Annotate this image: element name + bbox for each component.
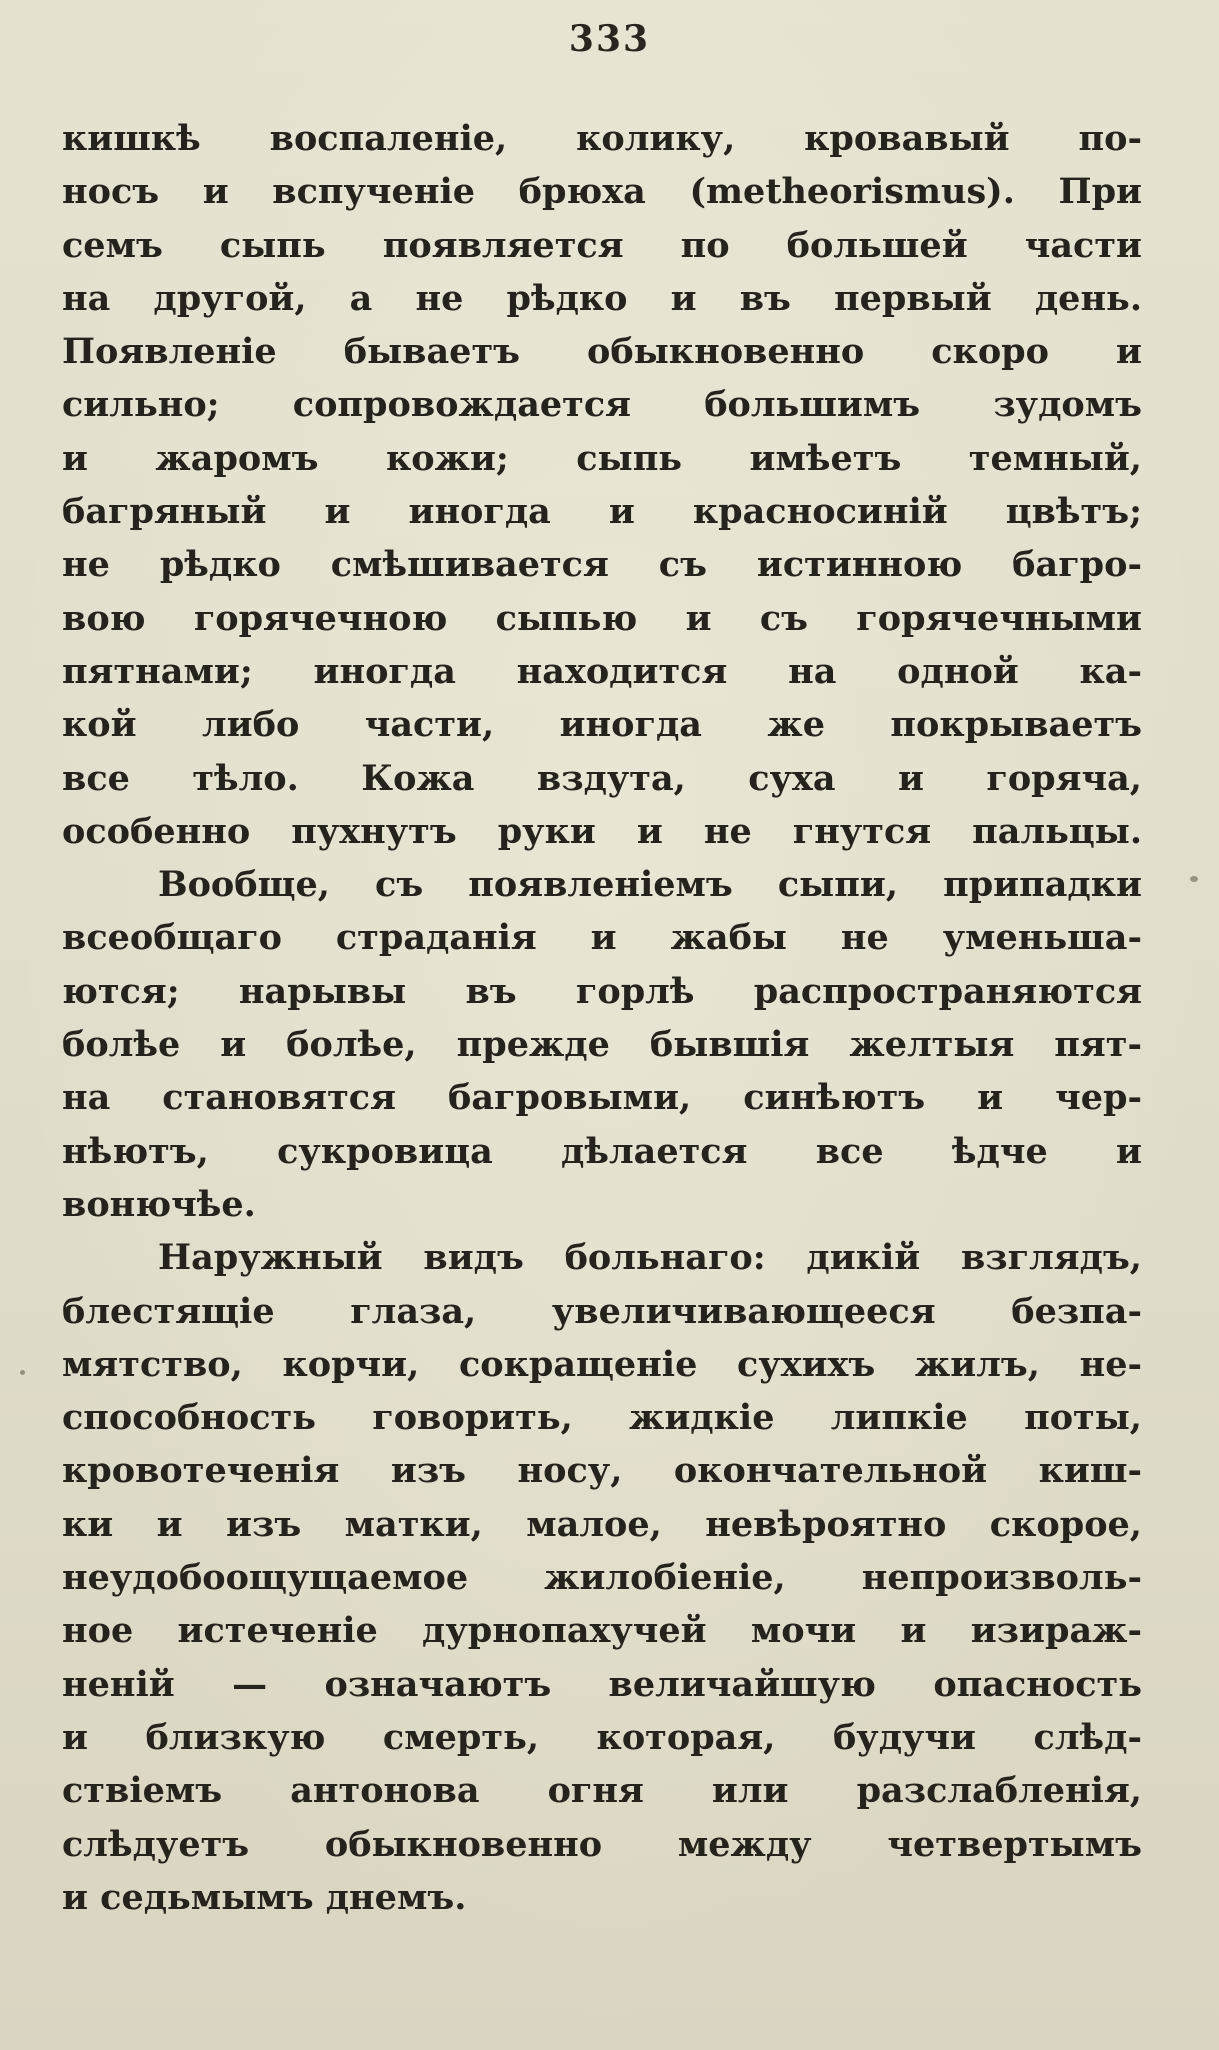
text-line: кой либо части, иногда же покрываетъ (62, 704, 1142, 746)
text-line: Появленіе бываетъ обыкновенно скоро и (62, 331, 1142, 373)
text-line: Вообще, съ появленіемъ сыпи, припадки (158, 864, 1142, 906)
text-line: особенно пухнутъ руки и не гнутся пальцы. (62, 810, 1142, 852)
text-line: не рѣдко смѣшивается съ истинною багро- (62, 544, 1142, 586)
text-line: кровотеченія изъ носу, окончательной киш- (62, 1450, 1142, 1492)
text-line: нѣютъ, сукровица дѣлается все ѣдче и (62, 1130, 1142, 1172)
text-line: сильно; сопровождается большимъ зудомъ (62, 384, 1142, 426)
body-text (62, 112, 1142, 1924)
text-line: кишкѣ воспаленіе, колику, кровавый по- (62, 118, 1142, 159)
text-line: ки и изъ матки, малое, невѣроятно скорое, (62, 1503, 1142, 1545)
paragraph (62, 1231, 1142, 1924)
text-line: неній — означаютъ величайшую опасность (62, 1663, 1142, 1705)
text-line: носъ и вспученіе брюха (metheorismus). При (62, 171, 1142, 213)
paragraph (62, 112, 1142, 858)
text-line: пятнами; иногда находится на одной ка- (62, 650, 1142, 692)
text-line: всеобщаго страданія и жабы не уменьша- (62, 917, 1142, 959)
paper-speck (1190, 876, 1198, 882)
text-line: слѣдуетъ обыкновенно между четвертымъ (62, 1823, 1142, 1865)
text-line: ются; нарывы въ горлѣ распространяются (62, 970, 1142, 1012)
text-line: вонючѣе. (62, 1183, 256, 1225)
text-line: и жаромъ кожи; сыпь имѣетъ темный, (62, 437, 1142, 479)
text-line: ствіемъ антонова огня или разслабленія, (62, 1770, 1142, 1812)
text-line: на другой, а не рѣдко и въ первый день. (62, 277, 1142, 319)
text-line: неудобоощущаемое жилобіеніе, непроизволь- (62, 1557, 1142, 1599)
text-line: способность говорить, жидкіе липкіе поты, (62, 1397, 1142, 1439)
text-line: все тѣло. Кожа вздута, суха и горяча, (62, 757, 1142, 799)
text-line: ное истеченіе дурнопахучей мочи и изираж- (62, 1610, 1142, 1652)
text-line: и седьмымъ днемъ. (62, 1876, 467, 1918)
paragraph (62, 858, 1142, 1231)
text-line: Наружный видъ больнаго: дикій взглядъ, (158, 1237, 1142, 1279)
page-number: 333 (568, 18, 651, 60)
text-line: блестящіе глаза, увеличивающееся безпа- (62, 1290, 1142, 1332)
text-line: болѣе и болѣе, прежде бывшія желтыя пят- (62, 1024, 1142, 1066)
text-line: вою горячечною сыпью и съ горячечными (62, 597, 1142, 639)
text-line: мятство, корчи, сокращеніе сухихъ жилъ, не- (62, 1343, 1142, 1385)
paper-speck (20, 1370, 25, 1375)
text-line: на становятся багровыми, синѣютъ и чер- (62, 1077, 1142, 1119)
text-line: багряный и иногда и красносиній цвѣтъ; (62, 491, 1142, 533)
text-line: и близкую смерть, которая, будучи слѣд- (62, 1716, 1142, 1758)
text-line: семъ сыпь появляется по большей части (62, 224, 1142, 266)
